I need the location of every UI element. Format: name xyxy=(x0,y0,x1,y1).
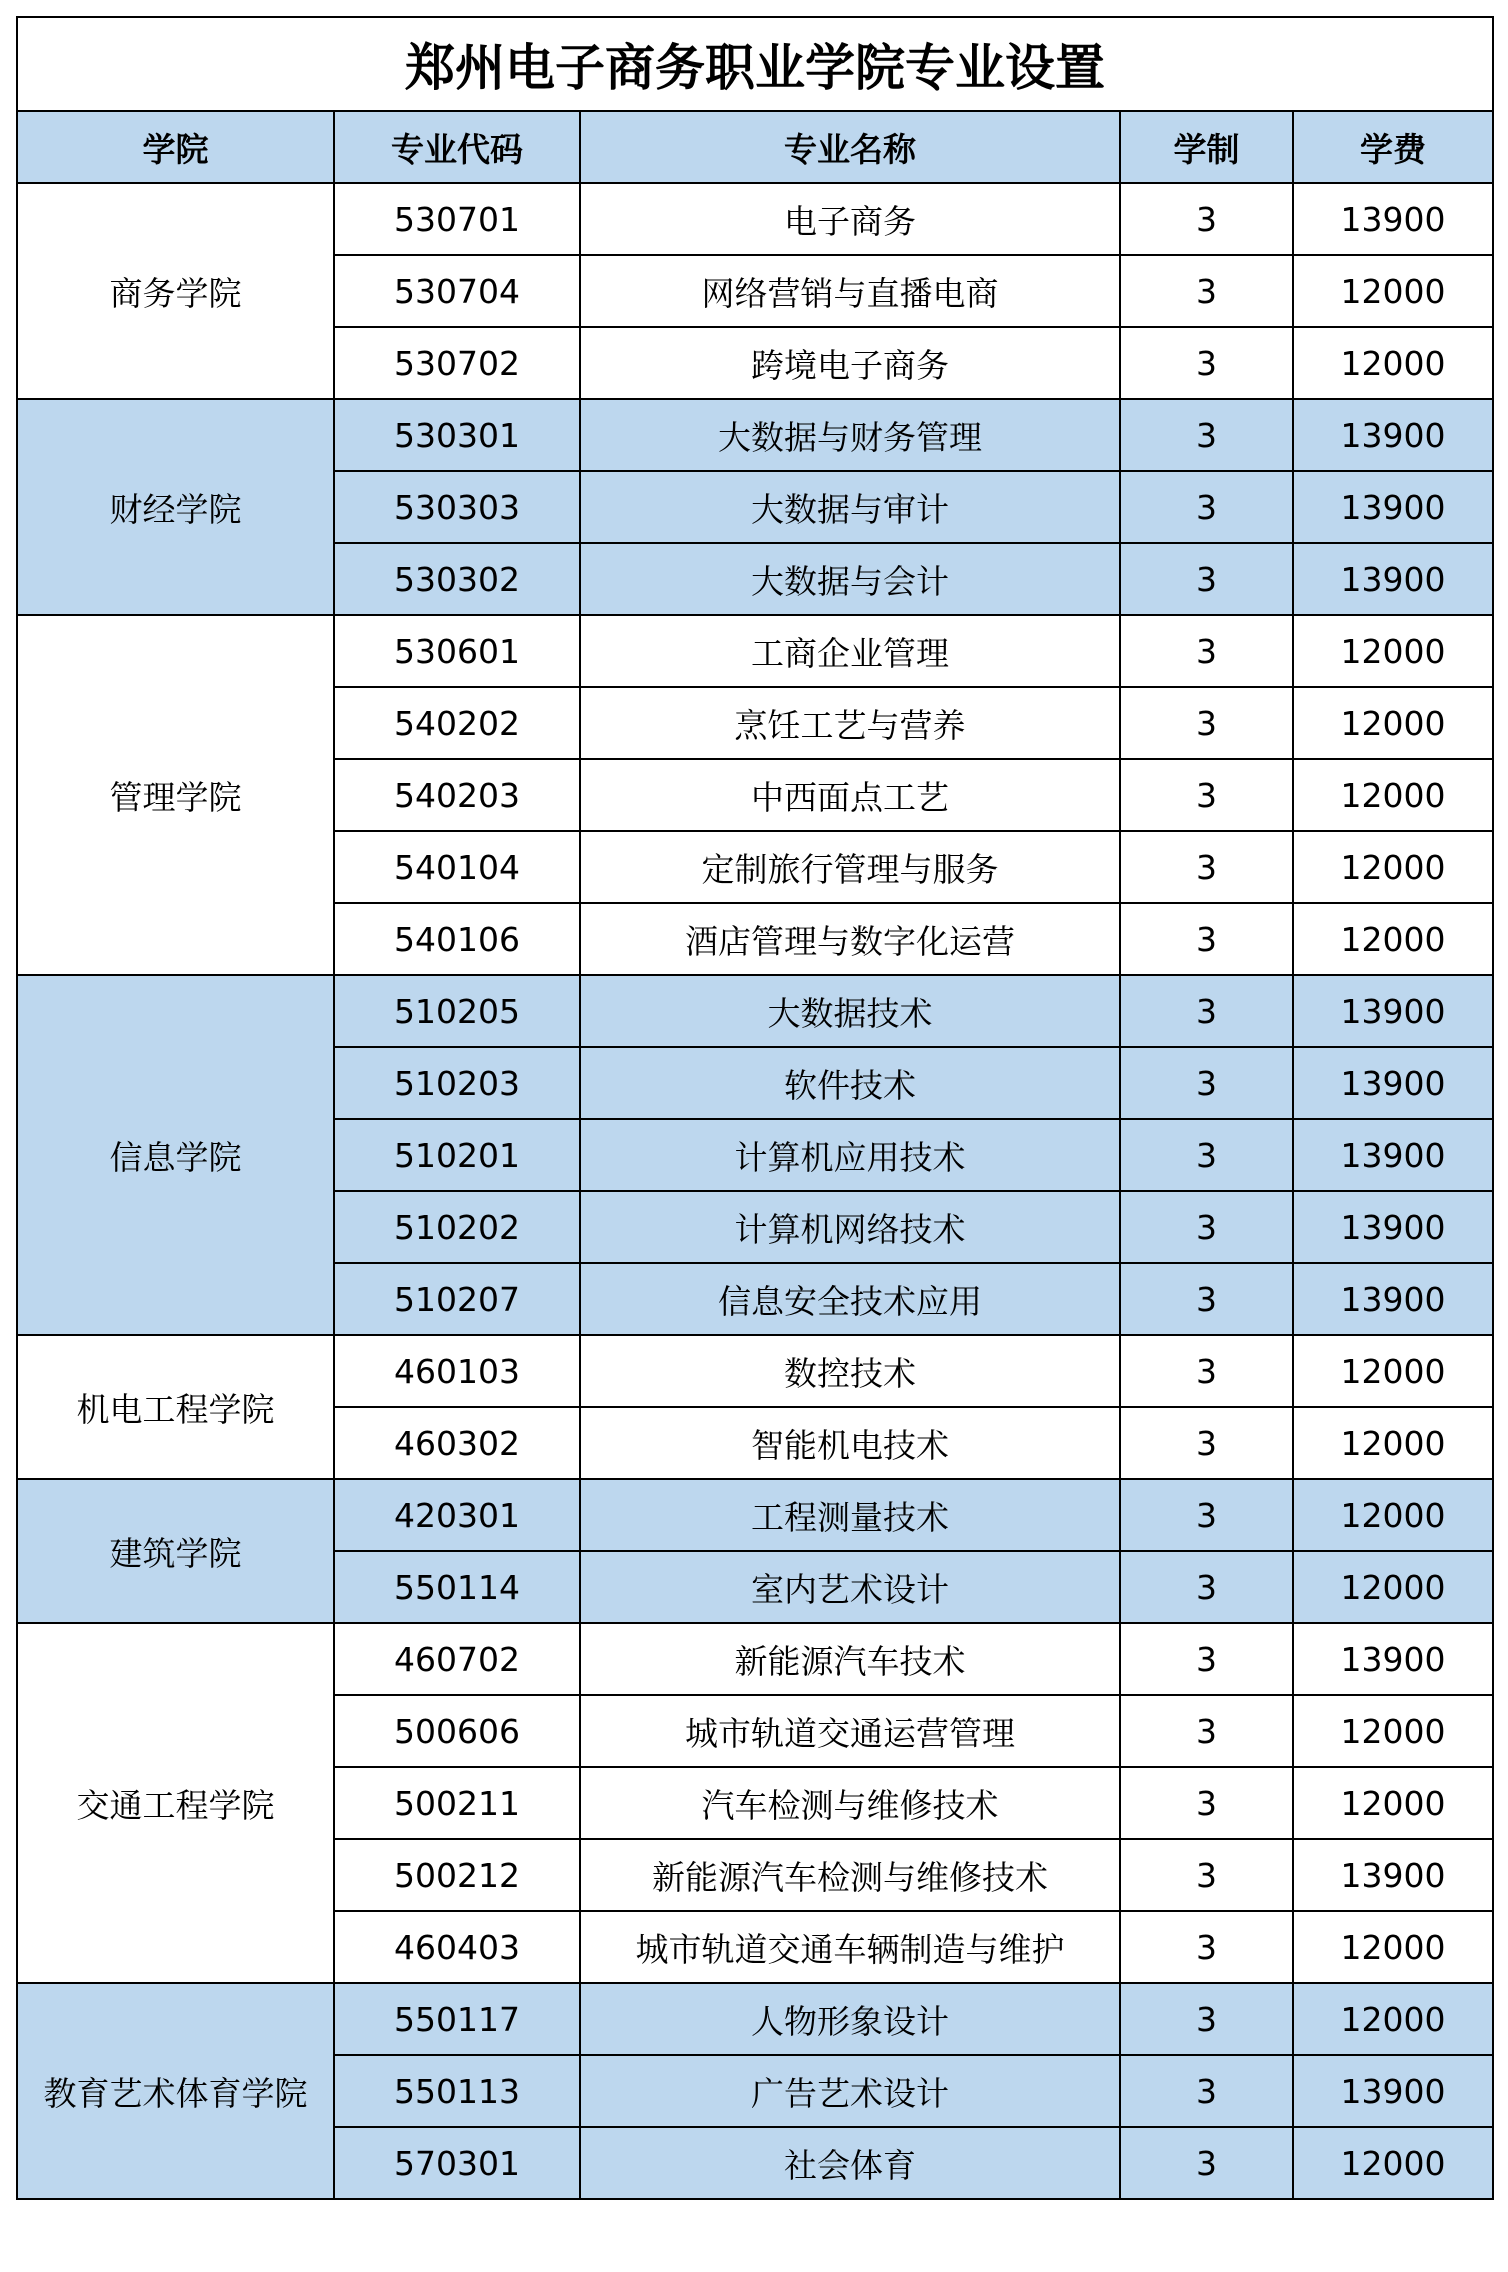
tuition-cell: 13900 xyxy=(1293,975,1493,1047)
major-name-cell: 计算机应用技术 xyxy=(580,1119,1120,1191)
tuition-cell: 13900 xyxy=(1293,1191,1493,1263)
major-name-cell: 大数据与会计 xyxy=(580,543,1120,615)
header-name: 专业名称 xyxy=(580,111,1120,183)
duration-cell: 3 xyxy=(1120,2055,1293,2127)
tuition-cell: 12000 xyxy=(1293,1983,1493,2055)
duration-cell: 3 xyxy=(1120,1983,1293,2055)
major-name-cell: 酒店管理与数字化运营 xyxy=(580,903,1120,975)
tuition-cell: 13900 xyxy=(1293,1047,1493,1119)
major-code-cell: 460702 xyxy=(334,1623,580,1695)
tuition-cell: 12000 xyxy=(1293,759,1493,831)
tuition-cell: 13900 xyxy=(1293,1839,1493,1911)
duration-cell: 3 xyxy=(1120,1839,1293,1911)
duration-cell: 3 xyxy=(1120,399,1293,471)
duration-cell: 3 xyxy=(1120,1911,1293,1983)
college-cell: 建筑学院 xyxy=(17,1479,334,1623)
major-name-cell: 工程测量技术 xyxy=(580,1479,1120,1551)
duration-cell: 3 xyxy=(1120,183,1293,255)
major-code-cell: 570301 xyxy=(334,2127,580,2199)
tuition-cell: 12000 xyxy=(1293,1911,1493,1983)
major-code-cell: 460302 xyxy=(334,1407,580,1479)
duration-cell: 3 xyxy=(1120,2127,1293,2199)
duration-cell: 3 xyxy=(1120,687,1293,759)
major-code-cell: 550113 xyxy=(334,2055,580,2127)
tuition-cell: 13900 xyxy=(1293,1119,1493,1191)
major-code-cell: 510201 xyxy=(334,1119,580,1191)
tuition-cell: 13900 xyxy=(1293,183,1493,255)
majors-table xyxy=(16,16,1494,2200)
major-code-cell: 530301 xyxy=(334,399,580,471)
duration-cell: 3 xyxy=(1120,615,1293,687)
duration-cell: 3 xyxy=(1120,1191,1293,1263)
duration-cell: 3 xyxy=(1120,831,1293,903)
header-tuition: 学费 xyxy=(1293,111,1493,183)
major-code-cell: 550117 xyxy=(334,1983,580,2055)
tuition-cell: 13900 xyxy=(1293,1263,1493,1335)
tuition-cell: 12000 xyxy=(1293,1335,1493,1407)
major-code-cell: 510205 xyxy=(334,975,580,1047)
major-name-cell: 城市轨道交通车辆制造与维护 xyxy=(580,1911,1120,1983)
tuition-cell: 12000 xyxy=(1293,615,1493,687)
duration-cell: 3 xyxy=(1120,903,1293,975)
tuition-cell: 12000 xyxy=(1293,1695,1493,1767)
major-code-cell: 510207 xyxy=(334,1263,580,1335)
college-cell: 教育艺术体育学院 xyxy=(17,1983,334,2199)
major-name-cell: 大数据技术 xyxy=(580,975,1120,1047)
duration-cell: 3 xyxy=(1120,543,1293,615)
tuition-cell: 12000 xyxy=(1293,831,1493,903)
major-name-cell: 电子商务 xyxy=(580,183,1120,255)
tuition-cell: 12000 xyxy=(1293,255,1493,327)
table-row xyxy=(17,975,1493,1047)
major-name-cell: 计算机网络技术 xyxy=(580,1191,1120,1263)
duration-cell: 3 xyxy=(1120,759,1293,831)
duration-cell: 3 xyxy=(1120,327,1293,399)
major-name-cell: 工商企业管理 xyxy=(580,615,1120,687)
major-name-cell: 智能机电技术 xyxy=(580,1407,1120,1479)
major-code-cell: 530701 xyxy=(334,183,580,255)
major-code-cell: 550114 xyxy=(334,1551,580,1623)
duration-cell: 3 xyxy=(1120,1407,1293,1479)
tuition-cell: 12000 xyxy=(1293,687,1493,759)
major-name-cell: 新能源汽车检测与维修技术 xyxy=(580,1839,1120,1911)
tuition-cell: 12000 xyxy=(1293,1551,1493,1623)
header-college: 学院 xyxy=(17,111,334,183)
major-code-cell: 530302 xyxy=(334,543,580,615)
major-name-cell: 社会体育 xyxy=(580,2127,1120,2199)
table-row xyxy=(17,1479,1493,1551)
tuition-cell: 13900 xyxy=(1293,2055,1493,2127)
table-row xyxy=(17,615,1493,687)
duration-cell: 3 xyxy=(1120,1551,1293,1623)
duration-cell: 3 xyxy=(1120,1479,1293,1551)
college-cell: 机电工程学院 xyxy=(17,1335,334,1479)
major-name-cell: 烹饪工艺与营养 xyxy=(580,687,1120,759)
header-code: 专业代码 xyxy=(334,111,580,183)
tuition-cell: 12000 xyxy=(1293,2127,1493,2199)
table-body xyxy=(17,183,1493,2199)
major-name-cell: 汽车检测与维修技术 xyxy=(580,1767,1120,1839)
major-code-cell: 500606 xyxy=(334,1695,580,1767)
college-cell: 信息学院 xyxy=(17,975,334,1335)
major-name-cell: 信息安全技术应用 xyxy=(580,1263,1120,1335)
major-name-cell: 室内艺术设计 xyxy=(580,1551,1120,1623)
page-title: 郑州电子商务职业学院专业设置 xyxy=(17,17,1493,111)
major-name-cell: 广告艺术设计 xyxy=(580,2055,1120,2127)
college-cell: 管理学院 xyxy=(17,615,334,975)
major-code-cell: 540203 xyxy=(334,759,580,831)
major-name-cell: 人物形象设计 xyxy=(580,1983,1120,2055)
college-cell: 财经学院 xyxy=(17,399,334,615)
major-code-cell: 540104 xyxy=(334,831,580,903)
header-duration: 学制 xyxy=(1120,111,1293,183)
major-name-cell: 新能源汽车技术 xyxy=(580,1623,1120,1695)
major-code-cell: 530702 xyxy=(334,327,580,399)
major-name-cell: 城市轨道交通运营管理 xyxy=(580,1695,1120,1767)
title-row xyxy=(17,17,1493,111)
tuition-cell: 12000 xyxy=(1293,327,1493,399)
major-code-cell: 460403 xyxy=(334,1911,580,1983)
major-code-cell: 530704 xyxy=(334,255,580,327)
major-code-cell: 530601 xyxy=(334,615,580,687)
major-code-cell: 530303 xyxy=(334,471,580,543)
table-row xyxy=(17,1623,1493,1695)
major-code-cell: 510203 xyxy=(334,1047,580,1119)
duration-cell: 3 xyxy=(1120,1263,1293,1335)
duration-cell: 3 xyxy=(1120,1695,1293,1767)
major-code-cell: 500212 xyxy=(334,1839,580,1911)
tuition-cell: 13900 xyxy=(1293,1623,1493,1695)
duration-cell: 3 xyxy=(1120,975,1293,1047)
major-name-cell: 大数据与财务管理 xyxy=(580,399,1120,471)
tuition-cell: 12000 xyxy=(1293,903,1493,975)
major-name-cell: 网络营销与直播电商 xyxy=(580,255,1120,327)
tuition-cell: 12000 xyxy=(1293,1767,1493,1839)
major-code-cell: 510202 xyxy=(334,1191,580,1263)
duration-cell: 3 xyxy=(1120,471,1293,543)
major-code-cell: 500211 xyxy=(334,1767,580,1839)
tuition-cell: 12000 xyxy=(1293,1479,1493,1551)
table-row xyxy=(17,1335,1493,1407)
major-name-cell: 中西面点工艺 xyxy=(580,759,1120,831)
duration-cell: 3 xyxy=(1120,255,1293,327)
table-row xyxy=(17,399,1493,471)
tuition-cell: 13900 xyxy=(1293,543,1493,615)
duration-cell: 3 xyxy=(1120,1623,1293,1695)
major-name-cell: 定制旅行管理与服务 xyxy=(580,831,1120,903)
table-row xyxy=(17,183,1493,255)
college-cell: 交通工程学院 xyxy=(17,1623,334,1983)
major-name-cell: 大数据与审计 xyxy=(580,471,1120,543)
major-code-cell: 420301 xyxy=(334,1479,580,1551)
duration-cell: 3 xyxy=(1120,1119,1293,1191)
tuition-cell: 13900 xyxy=(1293,399,1493,471)
tuition-cell: 13900 xyxy=(1293,471,1493,543)
major-name-cell: 软件技术 xyxy=(580,1047,1120,1119)
major-code-cell: 540202 xyxy=(334,687,580,759)
major-name-cell: 数控技术 xyxy=(580,1335,1120,1407)
header-row xyxy=(17,111,1493,183)
major-code-cell: 460103 xyxy=(334,1335,580,1407)
tuition-cell: 12000 xyxy=(1293,1407,1493,1479)
major-code-cell: 540106 xyxy=(334,903,580,975)
college-cell: 商务学院 xyxy=(17,183,334,399)
duration-cell: 3 xyxy=(1120,1335,1293,1407)
table-row xyxy=(17,1983,1493,2055)
major-name-cell: 跨境电子商务 xyxy=(580,327,1120,399)
duration-cell: 3 xyxy=(1120,1047,1293,1119)
duration-cell: 3 xyxy=(1120,1767,1293,1839)
